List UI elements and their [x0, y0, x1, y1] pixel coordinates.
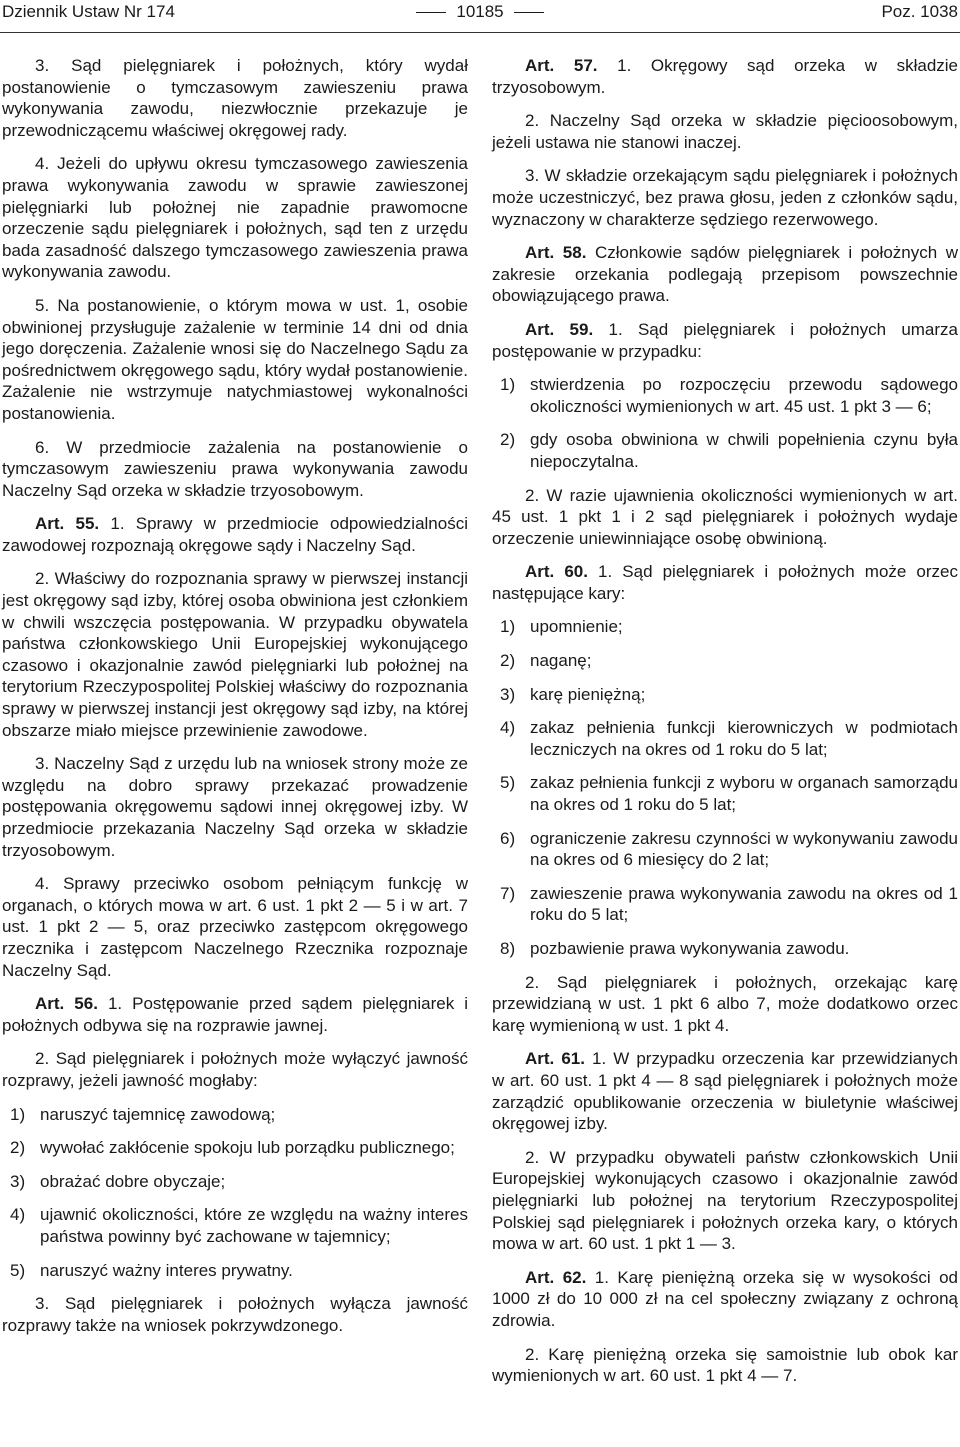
article-55-para-3: 3. Naczelny Sąd z urzędu lub na wniosek strony może ze względu na dobro sprawy przekazać prowadzenie postępowania okręgowemu sądowi innej okręgowej izby. W przedmiocie przekazania Naczelny Sąd orzeka w składzie trzyosobowym. [2, 754, 468, 860]
article-57-para-3: 3. W składzie orzekającym sądu pielęgniarek i położnych może uczestniczyć, bez prawa głosu, jeden z członków sądu, wyznaczony w charakterze sędziego rezerwowego. [492, 166, 958, 229]
journal-title: Dziennik Ustaw Nr 174 [2, 2, 175, 21]
article-57 [492, 55, 958, 98]
article-61-para-2: 2. W przypadku obywateli państw członkowskich Unii Europejskiej wykonujących czasowo i okazjonalnie zawód pielęgniarki lub położnej na terytorium Rzeczypospolitej Polskiej sąd pielęgniarek i położnych orzeka kary, o których mowa w art. 60 ust. 1 pkt 1 — 3. [492, 1147, 958, 1254]
article-60 [492, 561, 958, 604]
article-55-text: 1. Sprawy w przedmiocie odpowiedzialności zawodowej rozpoznają okręgowe sądy i Naczelny Sąd. [2, 514, 468, 555]
paragraph-6: 6. W przedmiocie zażalenia na postanowienie o tymczasowym zawieszeniu prawa wykonywania zawodu Naczelny Sąd orzeka w składzie trzyosobowym. [2, 437, 468, 500]
article-59 [492, 319, 958, 362]
list-item [500, 374, 958, 417]
list-item [10, 1260, 468, 1282]
list-item [500, 717, 958, 760]
article-60-para-2: 2. Sąd pielęgniarek i położnych, orzekając karę przewidzianą w ust. 1 pkt 6 albo 7, może dodatkowo orzec karę wymienioną w ust. 1 pkt 4. [492, 972, 958, 1035]
article-60-label: Art. 60. [525, 562, 588, 582]
list-item-text: wywołać zakłócenie spokoju lub porządku publicznego; [40, 1138, 455, 1158]
article-59-para-2: 2. W razie ujawnienia okoliczności wymienionych w art. 45 ust. 1 pkt 1 i 2 sąd pielęgniarek i położnych wydaje orzeczenie uniewinniające osobę obwinioną. [492, 485, 958, 548]
article-55-label: Art. 55. [35, 514, 100, 534]
article-56-list [2, 1104, 468, 1282]
list-item-text: naruszyć ważny interes prywatny. [40, 1260, 293, 1280]
article-56-text: 1. Postępowanie przed sądem pielęgniarek i położnych odbywa się na rozprawie jawnej. [2, 994, 468, 1035]
article-56-label: Art. 56. [35, 994, 98, 1014]
article-60-list [492, 616, 958, 959]
list-item-number: 1) [10, 1104, 26, 1124]
list-item-number: 7) [500, 883, 516, 903]
list-item-number: 3) [500, 684, 516, 704]
list-item-text: naganę; [530, 651, 592, 671]
list-item-number: 4) [10, 1205, 26, 1225]
list-item-text: karę pieniężną; [530, 684, 646, 704]
article-59-list [492, 374, 958, 472]
paragraph-3: 3. Sąd pielęgniarek i położnych, który wydał postanowienie o tymczasowym zawieszeniu prawa wykonywania zawodu, niezwłocznie przekazuje je przewodniczącemu właściwej okręgowej rady. [2, 56, 468, 140]
right-column [492, 55, 958, 1399]
page-number-value: 10185 [456, 2, 504, 21]
article-55-para-4: 4. Sprawy przeciwko osobom pełniącym funkcję w organach, o których mowa w art. 6 ust. 1 pkt 2 — 5 i w art. 7 ust. 1 pkt 2 — 5, oraz przeciwko zastępcom okręgowego rzecznika i zastępcom Naczelnego Rzecznika rozpoznaje Naczelny Sąd. [2, 874, 468, 980]
article-55 [2, 513, 468, 556]
dash-left [416, 12, 446, 13]
list-item-number: 5) [10, 1260, 26, 1280]
list-item-text: naruszyć tajemnicę zawodową; [40, 1104, 276, 1124]
list-item [500, 772, 958, 815]
article-56-para-2: 2. Sąd pielęgniarek i położnych może wyłączyć jawność rozprawy, jeżeli jawność mogłaby: [2, 1049, 468, 1090]
list-item-text: obrażać dobre obyczaje; [40, 1171, 226, 1191]
left-column [2, 55, 468, 1348]
list-item-number: 2) [10, 1138, 26, 1158]
article-57-para-2: 2. Naczelny Sąd orzeka w składzie pięcioosobowym, jeżeli ustawa nie stanowi inaczej. [492, 111, 958, 152]
article-62-para-2: 2. Karę pieniężną orzeka się samoistnie lub obok kar wymienionych w art. 60 ust. 1 pkt 4 — 7. [492, 1344, 958, 1386]
article-56 [2, 993, 468, 1036]
article-56-para-3: 3. Sąd pielęgniarek i położnych wyłącza jawność rozprawy także na wniosek pokrzywdzonego. [2, 1294, 468, 1335]
list-item [10, 1204, 468, 1247]
article-62-text: 1. Karę pieniężną orzeka się w wysokości od 1000 zł do 10 000 zł na cel społeczny związany z ochroną zdrowia. [492, 1267, 958, 1330]
paragraph-5: 5. Na postanowienie, o którym mowa w ust. 1, osobie obwinionej przysługuje zażalenie w terminie 14 dni od dnia jego doręczenia. Zażalenie wnosi się do Naczelnego Sądu za pośrednictwem okręgowego sądu, który wydał postanowienie. Zażalenie nie wstrzymuje natychmiastowej wykonalności postanowienia. [2, 295, 468, 423]
list-item [500, 650, 958, 672]
list-item [500, 828, 958, 871]
list-item-text: ograniczenie zakresu czynności w wykonywaniu zawodu na okres od 6 miesięcy do 2 lat; [530, 828, 958, 870]
list-item-text: ujawnić okoliczności, które ze względu na ważny interes państwa powinny być zachowane w tajemnicy; [40, 1205, 468, 1246]
list-item-number: 1) [500, 375, 516, 395]
dash-right [514, 12, 544, 13]
list-item-number: 8) [500, 939, 516, 958]
article-60-text: 1. Sąd pielęgniarek i położnych może orzec następujące kary: [492, 562, 958, 603]
list-item-text: gdy osoba obwiniona w chwili popełnienia czynu była niepoczytalna. [530, 430, 958, 471]
article-57-label: Art. 57. [525, 56, 598, 75]
article-62 [492, 1267, 958, 1332]
list-item-number: 4) [500, 718, 516, 738]
list-item-text: stwierdzenia po rozpoczęciu przewodu sądowego okoliczności wymienionych w art. 45 ust. 1 pkt 3 — 6; [530, 375, 958, 416]
position-number: Poz. 1038 [881, 2, 958, 21]
article-58 [492, 242, 958, 307]
article-57-text: 1. Okręgowy sąd orzeka w składzie trzyosobowym. [492, 56, 959, 97]
list-item [500, 684, 958, 706]
list-item [10, 1104, 468, 1126]
article-58-text: Członkowie sądów pielęgniarek i położnych w zakresie orzekania podlegają przepisom powszechnie obowiązującego prawa. [492, 243, 958, 306]
list-item-text: zawieszenie prawa wykonywania zawodu na okres od 1 roku do 5 lat; [530, 883, 958, 925]
article-59-text: 1. Sąd pielęgniarek i położnych umarza postępowanie w przypadku: [492, 319, 959, 361]
article-61 [492, 1048, 958, 1134]
list-item [10, 1171, 468, 1193]
article-59-label: Art. 59. [525, 319, 594, 339]
list-item [500, 616, 958, 638]
list-item-number: 6) [500, 828, 516, 848]
list-item-number: 2) [500, 651, 516, 671]
article-55-para-2: 2. Właściwy do rozpoznania sprawy w pierwszej instancji jest okręgowy sąd izby, której osoba obwiniona jest członkiem w chwili wszczęcia postępowania. W przypadku obywatela państwa członkowskiego Unii Europejskiej wykonującego czasowo i okazjonalnie zawód pielęgniarki lub położnej na terytorium Rzeczypospolitej Polskiej właściwy do rozpoznania sprawy w pierwszej instancji jest okręgowy sąd izby, na której obszarze miało miejsce przewinienie zawodowe. [2, 569, 468, 740]
list-item-number: 3) [10, 1171, 26, 1191]
header-rule [0, 32, 960, 33]
article-61-label: Art. 61. [525, 1049, 585, 1069]
list-item-number: 1) [500, 617, 516, 637]
list-item-number: 2) [500, 430, 516, 450]
list-item [10, 1137, 468, 1159]
article-62-label: Art. 62. [525, 1267, 587, 1287]
list-item [500, 883, 958, 926]
list-item-text: zakaz pełnienia funkcji z wyboru w organach samorządu na okres od 1 roku do 5 lat; [530, 773, 958, 815]
list-item-text: zakaz pełnienia funkcji kierowniczych w podmiotach leczniczych na okres od 1 roku do 5 lat; [530, 718, 958, 759]
list-item-text: upomnienie; [530, 617, 623, 637]
list-item [500, 429, 958, 472]
list-item [500, 938, 958, 960]
article-61-text: 1. W przypadku orzeczenia kar przewidzianych w art. 60 ust. 1 pkt 4 — 8 sąd pielęgniarek i położnych może zarządzić opublikowanie orzeczenia w biuletynie właściwej okręgowej izby. [492, 1049, 958, 1134]
paragraph-4: 4. Jeżeli do upływu okresu tymczasowego zawieszenia prawa wykonywania zawodu w sprawie zawieszonej pielęgniarki lub położnej nie zapadnie prawomocne orzeczenie sądu pielęgniarek i położnych, sąd ten z urzędu bada zasadność dalszego tymczasowego zawieszenia prawa wykonywania zawodu. [2, 154, 468, 282]
article-58-label: Art. 58. [525, 243, 587, 263]
list-item-text: pozbawienie prawa wykonywania zawodu. [530, 939, 850, 958]
list-item-number: 5) [500, 773, 516, 793]
page-header [0, 0, 960, 34]
page-number [0, 2, 960, 22]
